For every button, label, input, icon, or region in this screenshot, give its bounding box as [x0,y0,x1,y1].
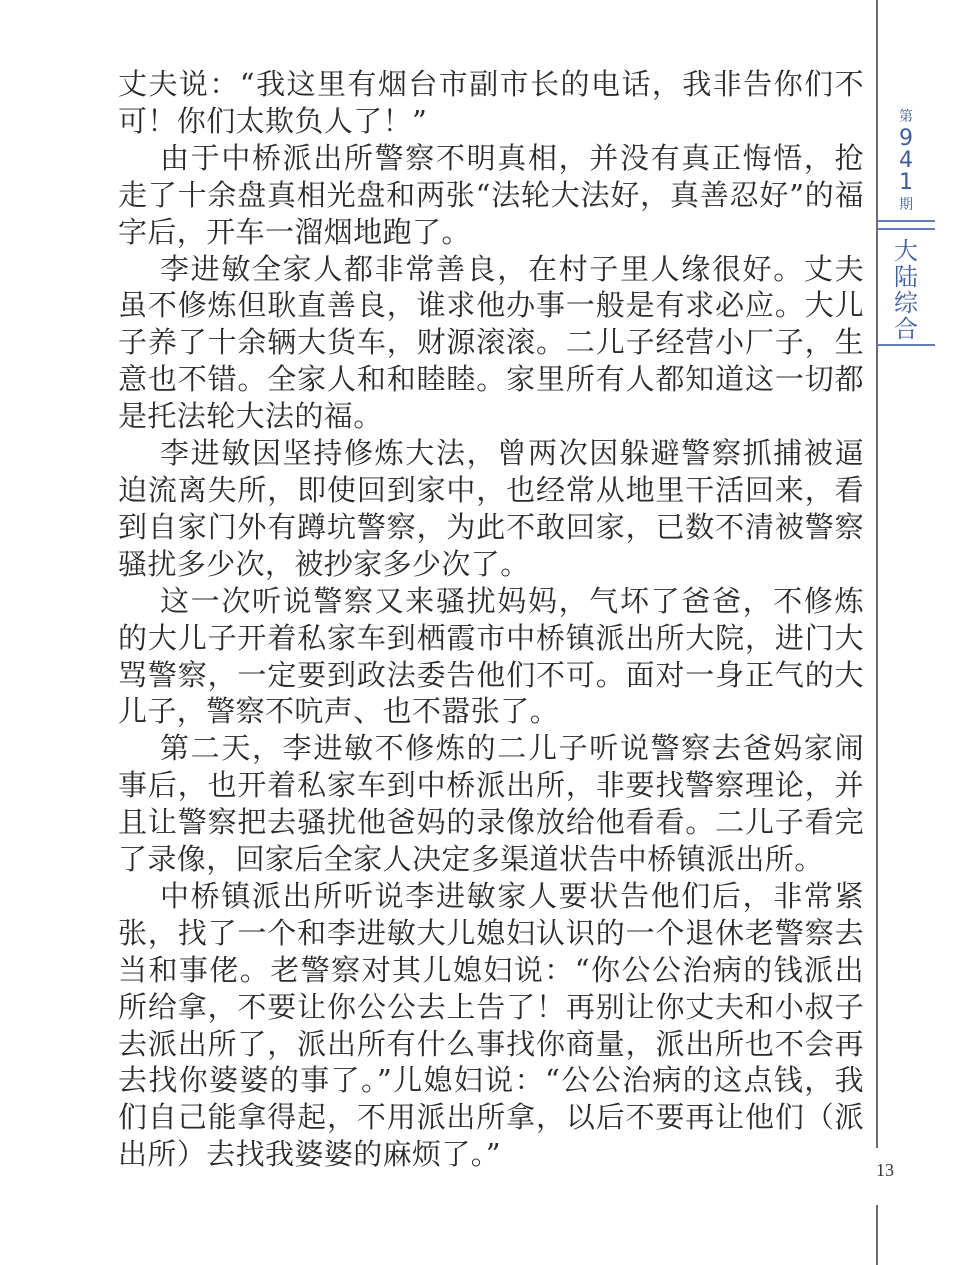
paragraph-6: 第二天，李进敏不修炼的二儿子听说警察去爸妈家闹事后，也开着私家车到中桥派出所，非要找警察理论，并且让警察把去骚扰他爸妈的录像放给他看看。二儿子看完了录像，回家后全家人决定多渠道状告中桥镇派出所。 [118,731,864,877]
paragraph-1: 丈夫说：“我这里有烟台市副市长的电话，我非告你们不可！你们太欺负人了！” [118,67,864,138]
section-label: 大陆综合 [894,237,918,343]
article-body [118,66,864,1173]
paragraph-5: 这一次听说警察又来骚扰妈妈，气坏了爸爸，不修炼的大儿子开着私家车到栖霞市中桥镇派出所大院，进门大骂警察，一定要到政法委告他们不可。面对一身正气的大儿子，警察不吭声、也不嚣张了。 [118,583,864,729]
sidebar-divider-lower [876,1205,878,1265]
issue-prefix: 第 [899,109,913,125]
paragraph-3: 李进敏全家人都非常善良，在村子里人缘很好。丈夫虽不修炼但耿直善良，谁求他办事一般是有求必应。大儿子养了十余辆大货车，财源滚滚。二儿子经营小厂子，生意也不错。全家人和和睦睦。家里所有人都知道这一切都是托法轮大法的福。 [118,251,864,434]
page-number: 13 [876,1160,894,1180]
paragraph-2: 由于中桥派出所警察不明真相，并没有真正悔悟，抢走了十余盘真相光盘和两张“法轮大法好，真善忍好”的福字后，开车一溜烟地跑了。 [118,140,864,249]
section-tab [877,228,935,346]
issue-label [877,100,935,222]
issue-number: 941 [899,126,913,195]
issue-suffix: 期 [899,197,913,213]
paragraph-7: 中桥镇派出所听说李进敏家人要状告他们后，非常紧张，找了一个和李进敏大儿媳妇认识的一个退休老警察去当和事佬。老警察对其儿媳妇说：“你公公治病的钱派出所给拿，不要让你公公去上告了！再别让你丈夫和小叔子去派出所了，派出所有什么事找你商量，派出所也不会再去找你婆婆的事了。”儿媳妇说：“公公治病的这点钱，我们自己能拿得起，不用派出所拿，以后不要再让他们（派出所）去找我婆婆的麻烦了。” [118,878,864,1172]
paragraph-4: 李进敏因坚持修炼大法，曾两次因躲避警察抓捕被逼迫流离失所，即使回到家中，也经常从地里干活回来，看到自家门外有蹲坑警察，为此不敢回家，已数不清被警察骚扰多少次，被抄家多少次了。 [118,436,864,581]
